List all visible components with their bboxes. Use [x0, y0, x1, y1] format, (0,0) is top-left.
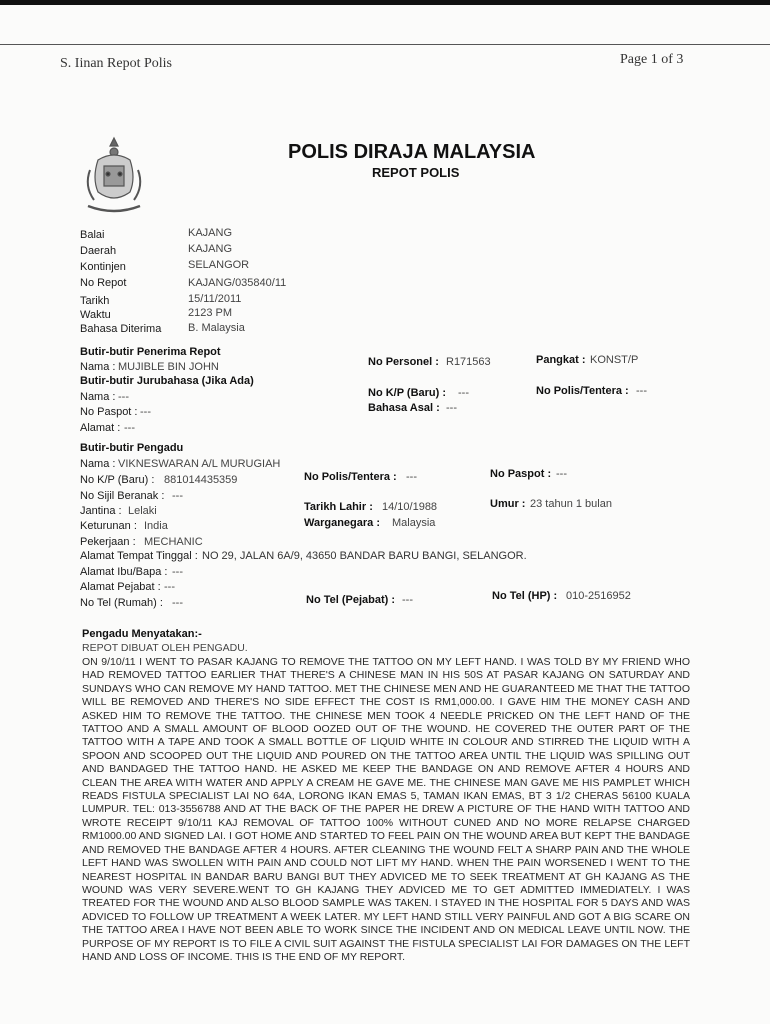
jurubahasa-paspot-label: No Paspot : [80, 406, 138, 418]
tel-hp-value: 010-2516952 [566, 590, 631, 602]
no-repot-label: No Repot [80, 277, 127, 289]
statement-narrative: ON 9/10/11 I WENT TO PASAR KAJANG TO REMOVE THE TATTOO ON MY LEFT HAND. I WAS TOLD BY MY FRIEND WHO HAD REMOVED TATTOO EARLIER THAT THERE'S A CHINESE MAN IN HIS 50S AT PASAR KAJANG ON SATURDAY AND SUNDAYS WHO CAN REMOVE MY HAND TATTOO. MET THE CHINESE MEN AND HE GUARANTEED ME THAT THE TATTOO WILL BE REMOVED AND THERE'S NO SIDE EFFECT THE COST IS RM1,000.00. I GAVE HIM THE MONEY CASH AND ASKED HIM TO REMOVE THE TATTOO. THE CHINESE MEN TOOK 4 NEEDLE PRICKED ON THE LEFT HAND OF THE TATTOO AND A SMALL AMOUNT OF BLOOD OOZED OUT OF THE WOUND. HE COVERED THE OUTER PART OF THE TATTOO WITH A TAPE AND TOOK A SMALL BOTTLE OF LIQUID WHITE IN COLOUR AND STIRRED THE LIQUID WITH A SPOON AND SCOOPED OUT THE LIQUID AND POURED ON THE TATTOO AREA UNTIL THE LIQUID WAS SPILLING OUT AND BANDAGED THE TATTOO HAND. HE ASKED ME KEEP THE BANDAGE ON AND REMOVE AFTER 4 HOURS AND CLEAN THE AREA WITH WATER AND APPLY A CREAM HE GAVE ME. THE CHINESE MAN GAVE ME HIS PAMPLET WHICH READS FISTULA SPECIALIST LAI NO 64A, LORONG IKAN EMAS 5, TAMAN IKAN EMAS, BT 3 1/2 CHERAS 56100 KUALA LUMPUR. TEL: 013-3556788 AND AT THE BACK OF THE PAPER HE DREW A PICTURE OF THE HAND WITH TATTOO AND WROTE RECEIPT 9/10/11 KAJ REMOVAL OF TATTOO 100% WITHOUT CUNED AND NO MORE RELAPSE CHARGED RM1000.00 AND SIGNED LAI. I GOT HOME AND STARTED TO FEEL PAIN ON THE WOUND AREA BUT KEPT THE BANDAGE AND REMOVED THE BANDAGE AFTER 4 HOURS. AFTER CLEANING THE WOUND FELT A SHARP PAIN AND THE WHOLE LEFT HAND WAS SWOLLEN WITH PAIN AND COULD NOT LIFT MY HAND. WHEN THE PAIN WORSENED I WENT TO THE NEAREST HOSPITAL IN BANDAR BARU BANGI BUT THEY ADVICED ME TO SEEK TREATMENT AT GH KAJANG AS THE WOUND WAS VERY SEVERE.WENT TO GH KAJANG THEY ADVICED ME TO GET ADMITTED IMMEDIATELY. I WAS TREATED FOR THE WOUND AND ALSO BLOOD SAMPLE WAS TAKEN. I STAYED IN THE HOSPITAL FOR 5 DAYS AND WAS ADVICED TO FOLLOW UP TREATMENT A WEEK LATER. MY LEFT HAND STILL VERY PAINFUL AND GOT A BIG SCARE ON THE TATTOO AREA I HAVE NOT BEEN ABLE TO WORK SINCE THE INCIDENT AND ON MEDICAL LEAVE UNTIL NOW. THE PURPOSE OF MY REPORT IS TO FILE A CIVIL SUIT AGAINST THE FISTULA SPECIALIST LAI FOR DAMAGES ON THE LEFT HAND AND LOSS OF INCOME. THIS IS THE END OF MY REPORT. [82, 656, 690, 963]
waktu-value: 2123 PM [188, 307, 233, 319]
alamat-pejabat-label: Alamat Pejabat : [80, 581, 161, 593]
waktu-label: Waktu [80, 309, 111, 321]
kontinjen-value: SELANGOR [188, 259, 250, 271]
warganegara-label: Warganegara : [304, 517, 381, 529]
daerah-value: KAJANG [188, 243, 233, 255]
jurubahasa-nama-label: Nama : [80, 391, 116, 403]
jantina-value: Lelaki [128, 505, 157, 517]
page-title: POLIS DIRAJA MALAYSIA [288, 141, 536, 163]
alamat-ibubapa-value: --- [172, 566, 183, 578]
umur-value: 23 tahun 1 bulan [530, 498, 612, 510]
header-rule [0, 44, 770, 45]
tel-pejabat-label: No Tel (Pejabat) : [306, 594, 396, 606]
keturunan-label: Keturunan : [80, 520, 137, 532]
pekerjaan-value: MECHANIC [144, 536, 203, 548]
page-subtitle: REPOT POLIS [372, 165, 460, 180]
keturunan-value: India [144, 520, 168, 532]
complainant-paspot-label: No Paspot : [490, 468, 552, 480]
personel-label: No Personel : [368, 356, 439, 368]
header-left-text: S. Iinan Repot Polis [60, 56, 173, 71]
jurubahasa-alamat-value: --- [124, 422, 135, 434]
jurubahasa-polis-label: No Polis/Tentera : [536, 385, 629, 397]
jurubahasa-paspot-value: --- [140, 406, 151, 418]
tarikh-lahir-label: Tarikh Lahir : [304, 501, 373, 513]
alamat-pejabat-value: --- [164, 581, 175, 593]
recipient-nama-value: MUJIBLE BIN JOHN [118, 361, 219, 373]
alamat-tinggal-label: Alamat Tempat Tinggal : [80, 550, 198, 562]
bahasa-diterima-value: B. Malaysia [188, 322, 245, 334]
tarikh-lahir-value: 14/10/1988 [382, 501, 438, 513]
statement-subheading: REPOT DIBUAT OLEH PENGADU. [82, 642, 248, 654]
complainant-heading: Butir-butir Pengadu [80, 442, 184, 454]
jurubahasa-nama-value: --- [118, 391, 129, 403]
police-crest-emblem [80, 130, 148, 218]
complainant-polis-label: No Polis/Tentera : [304, 471, 397, 483]
tarikh-value: 15/11/2011 [188, 293, 242, 305]
recipient-heading: Butir-butir Penerima Repot [80, 346, 221, 358]
scan-top-border [0, 0, 770, 5]
bahasa-asal-value: --- [446, 402, 457, 414]
tarikh-label: Tarikh [80, 295, 110, 307]
complainant-paspot-value: --- [556, 468, 567, 480]
complainant-nama-value: VIKNESWARAN A/L MURUGIAH [118, 458, 281, 470]
bahasa-diterima-label: Bahasa Diterima [80, 323, 162, 335]
kontinjen-label: Kontinjen [80, 261, 126, 273]
recipient-nama-label: Nama : [80, 361, 116, 373]
sijil-beranak-label: No Sijil Beranak : [80, 490, 165, 502]
tel-rumah-value: --- [172, 597, 183, 609]
pekerjaan-label: Pekerjaan : [80, 536, 136, 548]
umur-label: Umur : [490, 498, 526, 510]
complainant-nama-label: Nama : [80, 458, 116, 470]
complainant-kp-value: 881014435359 [164, 474, 238, 486]
balai-value: KAJANG [188, 227, 233, 239]
jantina-label: Jantina : [80, 505, 122, 517]
bahasa-asal-label: Bahasa Asal : [368, 402, 440, 414]
tel-rumah-label: No Tel (Rumah) : [80, 597, 163, 609]
page-number: Page 1 of 3 [620, 52, 684, 67]
personel-value: R171563 [446, 356, 491, 368]
tel-pejabat-value: --- [402, 594, 413, 606]
sijil-beranak-value: --- [172, 490, 183, 502]
daerah-label: Daerah [80, 245, 117, 257]
balai-label: Balai [80, 229, 105, 241]
alamat-tinggal-value: NO 29, JALAN 6A/9, 43650 BANDAR BARU BANGI, SELANGOR. [202, 550, 527, 562]
jurubahasa-polis-value: --- [636, 385, 647, 397]
jurubahasa-heading: Butir-butir Jurubahasa (Jika Ada) [80, 375, 254, 387]
no-repot-value: KAJANG/035840/11 [188, 277, 287, 289]
complainant-polis-value: --- [406, 471, 417, 483]
pangkat-label: Pangkat : [536, 354, 586, 366]
complainant-kp-label: No K/P (Baru) : [80, 474, 155, 486]
pangkat-value: KONST/P [590, 354, 639, 366]
warganegara-value: Malaysia [392, 517, 436, 529]
alamat-ibubapa-label: Alamat Ibu/Bapa : [80, 566, 168, 578]
jurubahasa-alamat-label: Alamat : [80, 422, 121, 434]
jurubahasa-kp-value: --- [458, 387, 469, 399]
statement-heading: Pengadu Menyatakan:- [82, 628, 202, 640]
tel-hp-label: No Tel (HP) : [492, 590, 558, 602]
jurubahasa-kp-label: No K/P (Baru) : [368, 387, 447, 399]
